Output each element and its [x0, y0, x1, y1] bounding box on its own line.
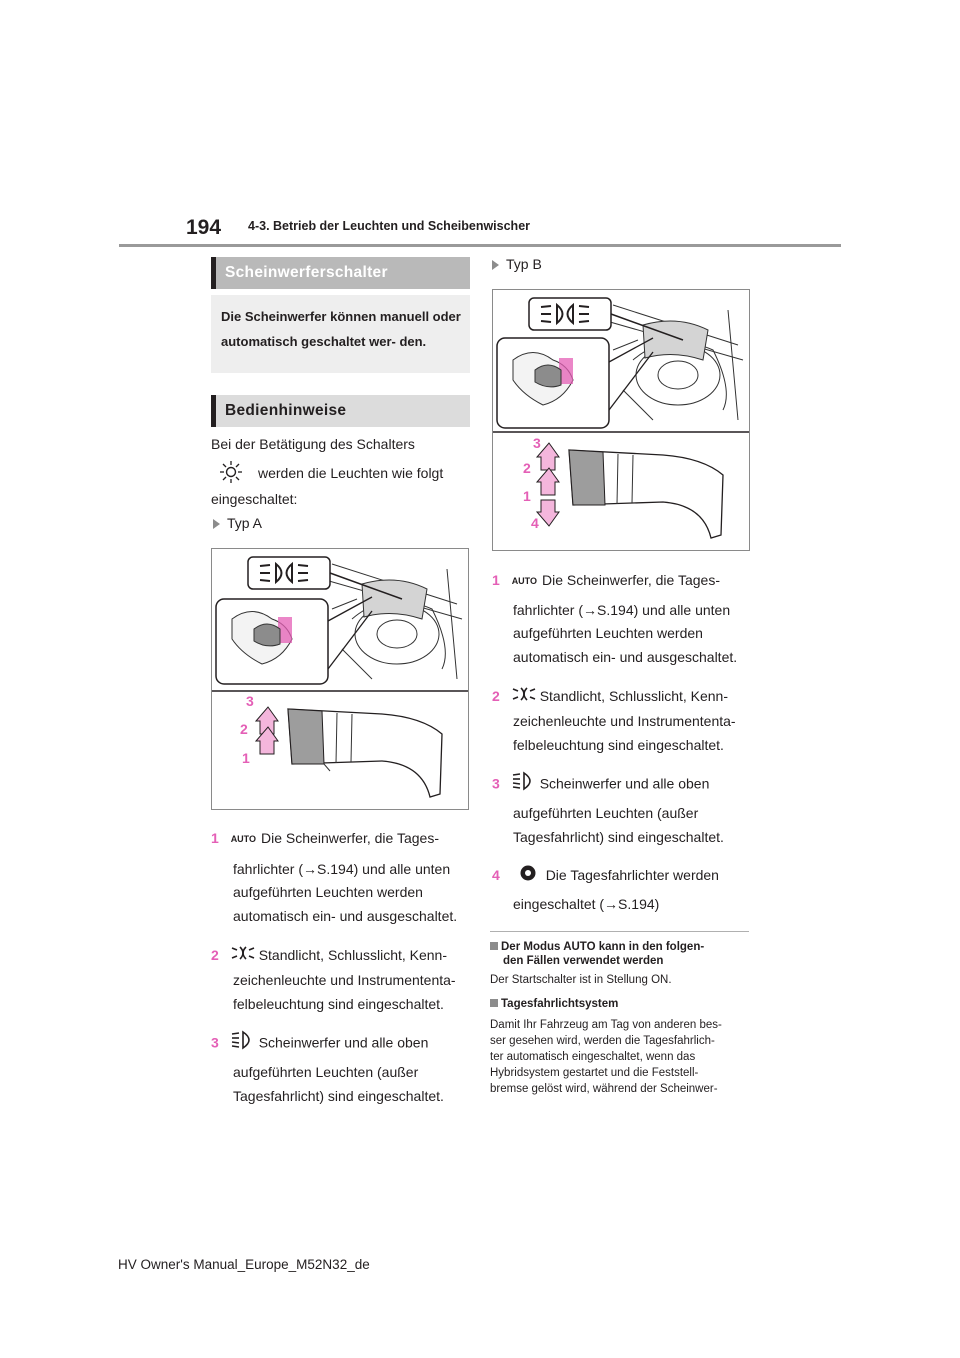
note-auto-mode-title-2: den Fällen verwendet werden — [503, 955, 664, 967]
item-b-4-number: 4 — [492, 867, 500, 883]
item-b-2-number: 2 — [492, 688, 500, 704]
note-bullet-icon — [490, 999, 498, 1007]
item-b-4-text-1: Die Tagesfahrlichter werden — [545, 867, 719, 883]
note-auto-mode-title-1: Der Modus AUTO kann in den folgen- — [501, 941, 705, 953]
type-a-label: Typ A — [213, 511, 262, 535]
item-a-3-text-2: aufgeführten Leuchten (außer — [233, 1064, 419, 1080]
callout-b-1: 1 — [523, 488, 531, 504]
list-item-b-1 — [492, 568, 720, 594]
item-a-3-text-1: Scheinwerfer und alle oben — [258, 1034, 429, 1051]
note-drl-body-2: ser gesehen wird, werden die Tagesfahrlich- — [490, 1035, 715, 1047]
item-b-1-text-1: Die Scheinwerfer, die Tages- — [542, 572, 720, 588]
figure-type-a-illustration — [212, 549, 468, 809]
item-a-2-text-2: zeichenleuchte und Instrumententa- — [233, 972, 456, 988]
headlight-icon — [231, 1030, 255, 1058]
list-item-a-2 — [211, 943, 447, 969]
headlight-icon — [512, 771, 536, 799]
note-drl-body-1: Damit Ihr Fahrzeug am Tag von anderen bes- — [490, 1019, 722, 1031]
operation-line-1: Bei der Betätigung des Schalters — [211, 436, 415, 452]
item-b-2-text-1: Standlicht, Schlusslicht, Kenn- — [539, 688, 729, 704]
callout-b-2: 2 — [523, 460, 531, 476]
light-switch-icon — [218, 460, 244, 489]
section-title: 4-3. Betrieb der Leuchten und Scheibenwischer — [248, 219, 531, 233]
item-b-3-text-1: Scheinwerfer und alle oben — [539, 775, 710, 792]
footer-manual-id: HV Owner's Manual_Europe_M52N32_de — [118, 1257, 370, 1272]
operation-line-3: eingeschaltet: — [211, 491, 298, 507]
list-item-a-1 — [211, 826, 471, 852]
heading-headlight-switch — [211, 257, 470, 289]
auto-icon: AUTO — [511, 576, 538, 587]
figure-type-a — [211, 548, 469, 810]
note-drl-title — [490, 997, 618, 1011]
callout-a-2: 2 — [240, 721, 248, 737]
item-b-3-text-3: Tagesfahrlicht) sind eingeschaltet. — [513, 829, 724, 845]
note-drl-body-3: ter automatisch eingeschaltet, wenn das — [490, 1051, 696, 1063]
item-b-2-text-2: zeichenleuchte und Instrumententa- — [513, 713, 736, 729]
item-b-1-text-2: fahrlichter (→S.194) und alle unten — [513, 602, 731, 618]
item-b-1-text-4: automatisch ein- und ausgeschaltet. — [513, 649, 738, 665]
note-auto-mode-body: Der Startschalter ist in Stellung ON. — [490, 974, 672, 986]
item-b-1-number: 1 — [492, 572, 500, 588]
item-b-3-text-2: aufgeführten Leuchten (außer — [513, 805, 699, 821]
item-a-1-text-3: aufgeführten Leuchten werden — [233, 884, 423, 900]
operation-line-2: werden die Leuchten wie folgt — [258, 465, 444, 481]
list-item-a-3 — [211, 1030, 428, 1058]
figure-type-b-illustration — [493, 290, 749, 550]
note-auto-mode-title — [490, 940, 752, 954]
note-drl-body-5: bremse gelöst wird, während der Scheinwer- — [490, 1083, 718, 1095]
notes-divider — [490, 931, 749, 932]
item-a-3-text-3: Tagesfahrlicht) sind eingeschaltet. — [233, 1088, 444, 1104]
list-item-b-3 — [492, 771, 709, 799]
figure-type-b — [492, 289, 750, 551]
note-drl-body-4: Hybridsystem gestartet und die Feststell- — [490, 1067, 699, 1079]
heading-operation — [211, 395, 470, 427]
callout-b-4: 4 — [531, 515, 539, 531]
intro-text: Die Scheinwerfer können manuell oder automatisch geschaltet wer- den. — [221, 309, 461, 349]
item-a-2-text-3: felbeleuchtung sind eingeschaltet. — [233, 996, 444, 1012]
callout-a-3: 3 — [246, 693, 254, 709]
type-b-label: Typ B — [492, 252, 542, 276]
auto-icon: AUTO — [230, 834, 257, 845]
callout-b-3: 3 — [533, 435, 541, 451]
callout-a-1: 1 — [242, 750, 250, 766]
item-b-3-number: 3 — [492, 775, 500, 792]
note-drl-title-text: Tagesfahrlichtsystem — [501, 998, 619, 1010]
list-item-b-4 — [492, 863, 719, 889]
parking-light-icon — [512, 685, 536, 710]
note-bullet-icon — [490, 942, 498, 950]
header-divider — [119, 244, 841, 247]
heading-operation-text: Bedienhinweise — [225, 402, 347, 419]
item-a-1-text-2: fahrlichter (→S.194) und alle unten — [233, 861, 451, 877]
item-a-2-text-1: Standlicht, Schlusslicht, Kenn- — [258, 947, 448, 963]
item-a-2-number: 2 — [211, 947, 219, 963]
heading-headlight-switch-text: Scheinwerferschalter — [225, 264, 388, 281]
item-a-1-text-4: automatisch ein- und ausgeschaltet. — [233, 908, 458, 924]
item-b-4-text-2: eingeschaltet (→S.194) — [513, 896, 660, 912]
item-b-2-text-3: felbeleuchtung sind eingeschaltet. — [513, 737, 724, 753]
parking-light-icon — [231, 944, 255, 969]
page-number: 194 — [186, 216, 222, 239]
item-a-1-text-1: Die Scheinwerfer, die Tages- — [261, 830, 439, 846]
item-b-1-text-3: aufgeführten Leuchten werden — [513, 625, 703, 641]
intro-box — [211, 295, 470, 373]
item-a-1-number: 1 — [211, 830, 219, 846]
item-a-3-number: 3 — [211, 1034, 219, 1051]
list-item-b-2 — [492, 684, 728, 710]
drl-off-icon — [518, 864, 538, 890]
